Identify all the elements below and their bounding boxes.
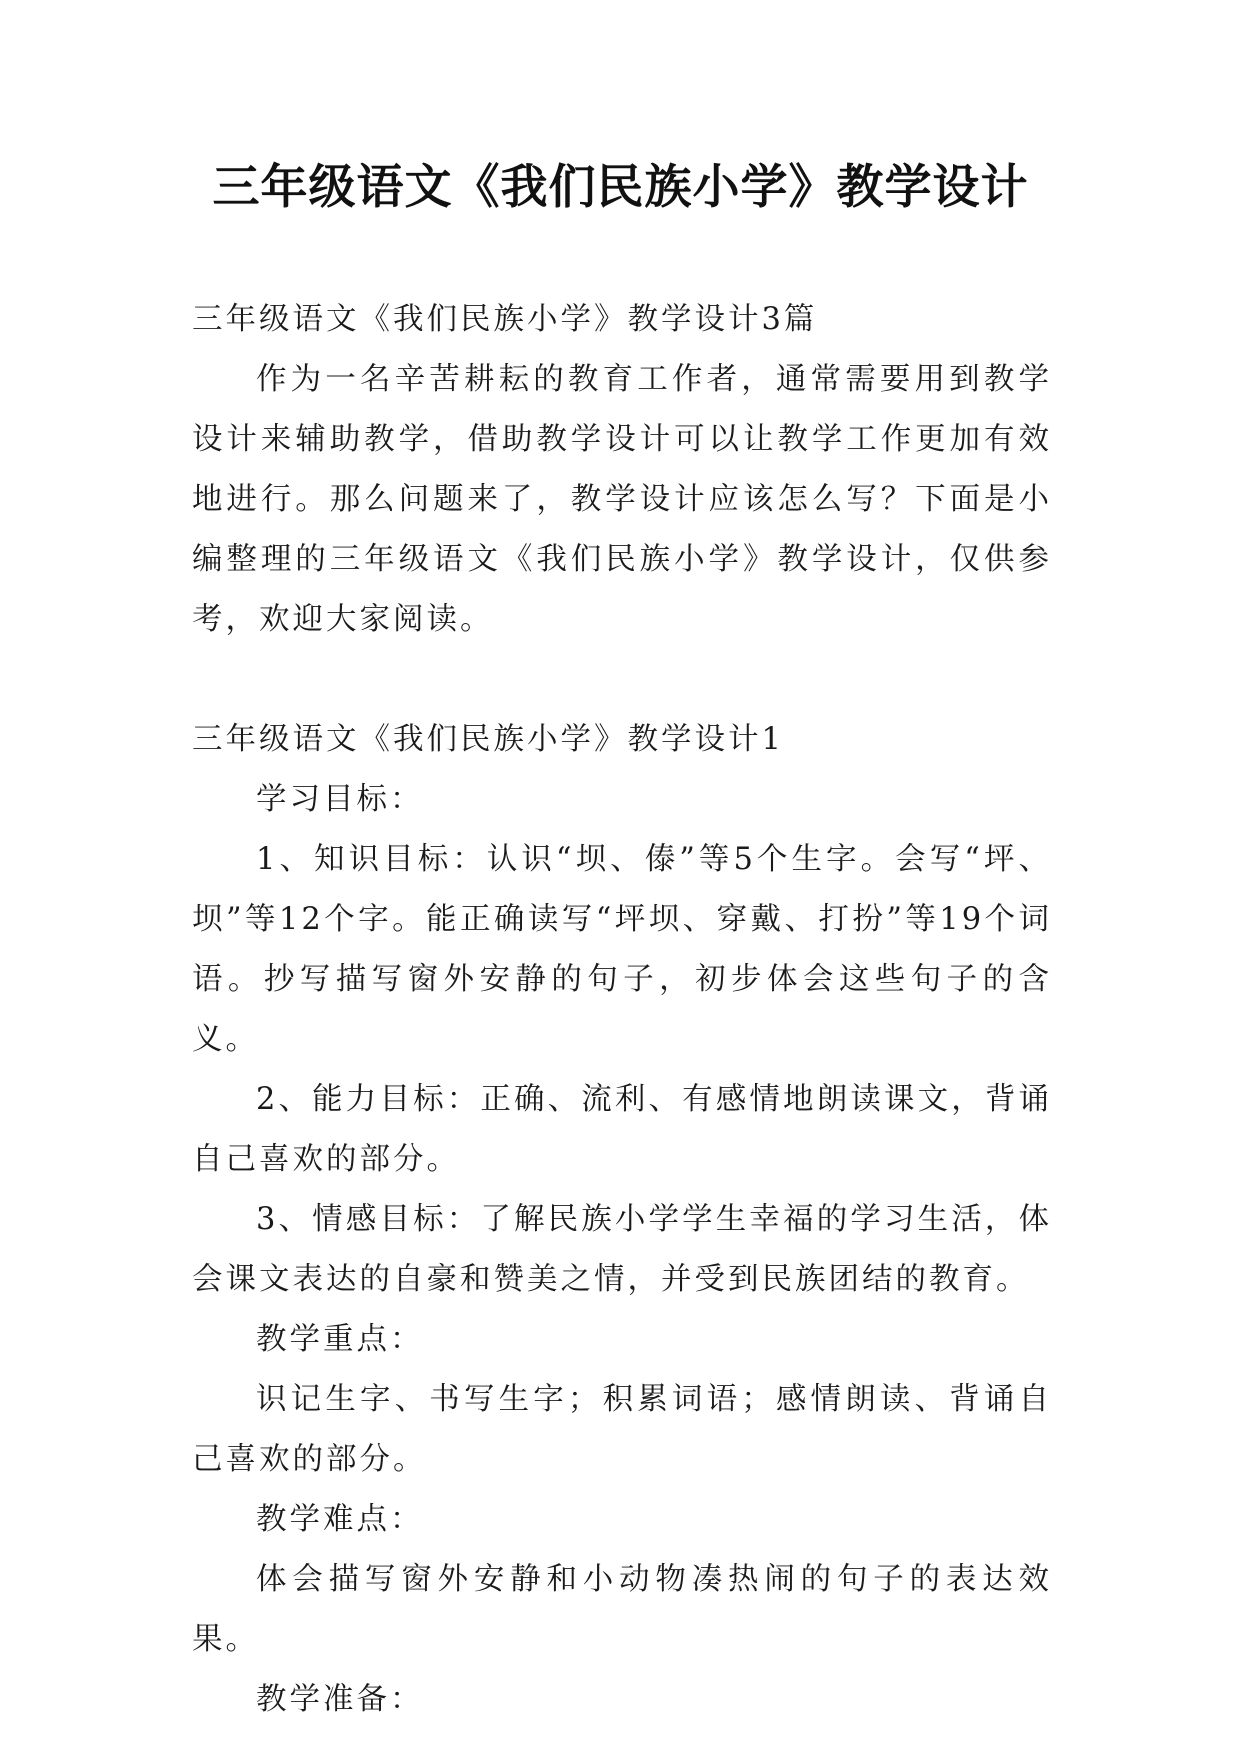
- difficulties-label: 教学难点：: [256, 1502, 424, 1537]
- document-body: [192, 290, 1052, 1730]
- goal-ability: 2、能力目标：正确、流利、有感情地朗读课文，背诵自己喜欢的部分。: [192, 1082, 1052, 1177]
- goals-label: 学习目标：: [256, 782, 424, 817]
- paragraph-spacer: [192, 650, 1052, 710]
- document-title: 三年级语文《我们民族小学》教学设计: [212, 160, 1029, 215]
- difficulties-text: 体会描写窗外安静和小动物凑热闹的句子的表达效果。: [192, 1562, 1052, 1657]
- key-points-label: 教学重点：: [256, 1322, 424, 1357]
- intro-paragraph: 作为一名辛苦耕耘的教育工作者，通常需要用到教学设计来辅助教学，借助教学设计可以让教学工作更加有效地进行。那么问题来了，教学设计应该怎么写？下面是小编整理的三年级语文《我们民族小学》教学设计，仅供参考，欢迎大家阅读。: [192, 362, 1052, 637]
- preparation-label: 教学准备：: [256, 1682, 424, 1717]
- goal-emotion: 3、情感目标：了解民族小学学生幸福的学习生活，体会课文表达的自豪和赞美之情，并受到民族团结的教育。: [192, 1202, 1052, 1297]
- section-heading: 三年级语文《我们民族小学》教学设计1: [192, 722, 784, 757]
- key-points-text: 识记生字、书写生字；积累词语；感情朗读、背诵自己喜欢的部分。: [192, 1382, 1052, 1477]
- document-subtitle: 三年级语文《我们民族小学》教学设计3篇: [192, 302, 818, 337]
- goal-knowledge: 1、知识目标：认识“坝、傣”等5个生字。会写“坪、坝”等12个字。能正确读写“坪坝、穿戴、打扮”等19个词语。抄写描写窗外安静的句子，初步体会这些句子的含义。: [192, 842, 1052, 1057]
